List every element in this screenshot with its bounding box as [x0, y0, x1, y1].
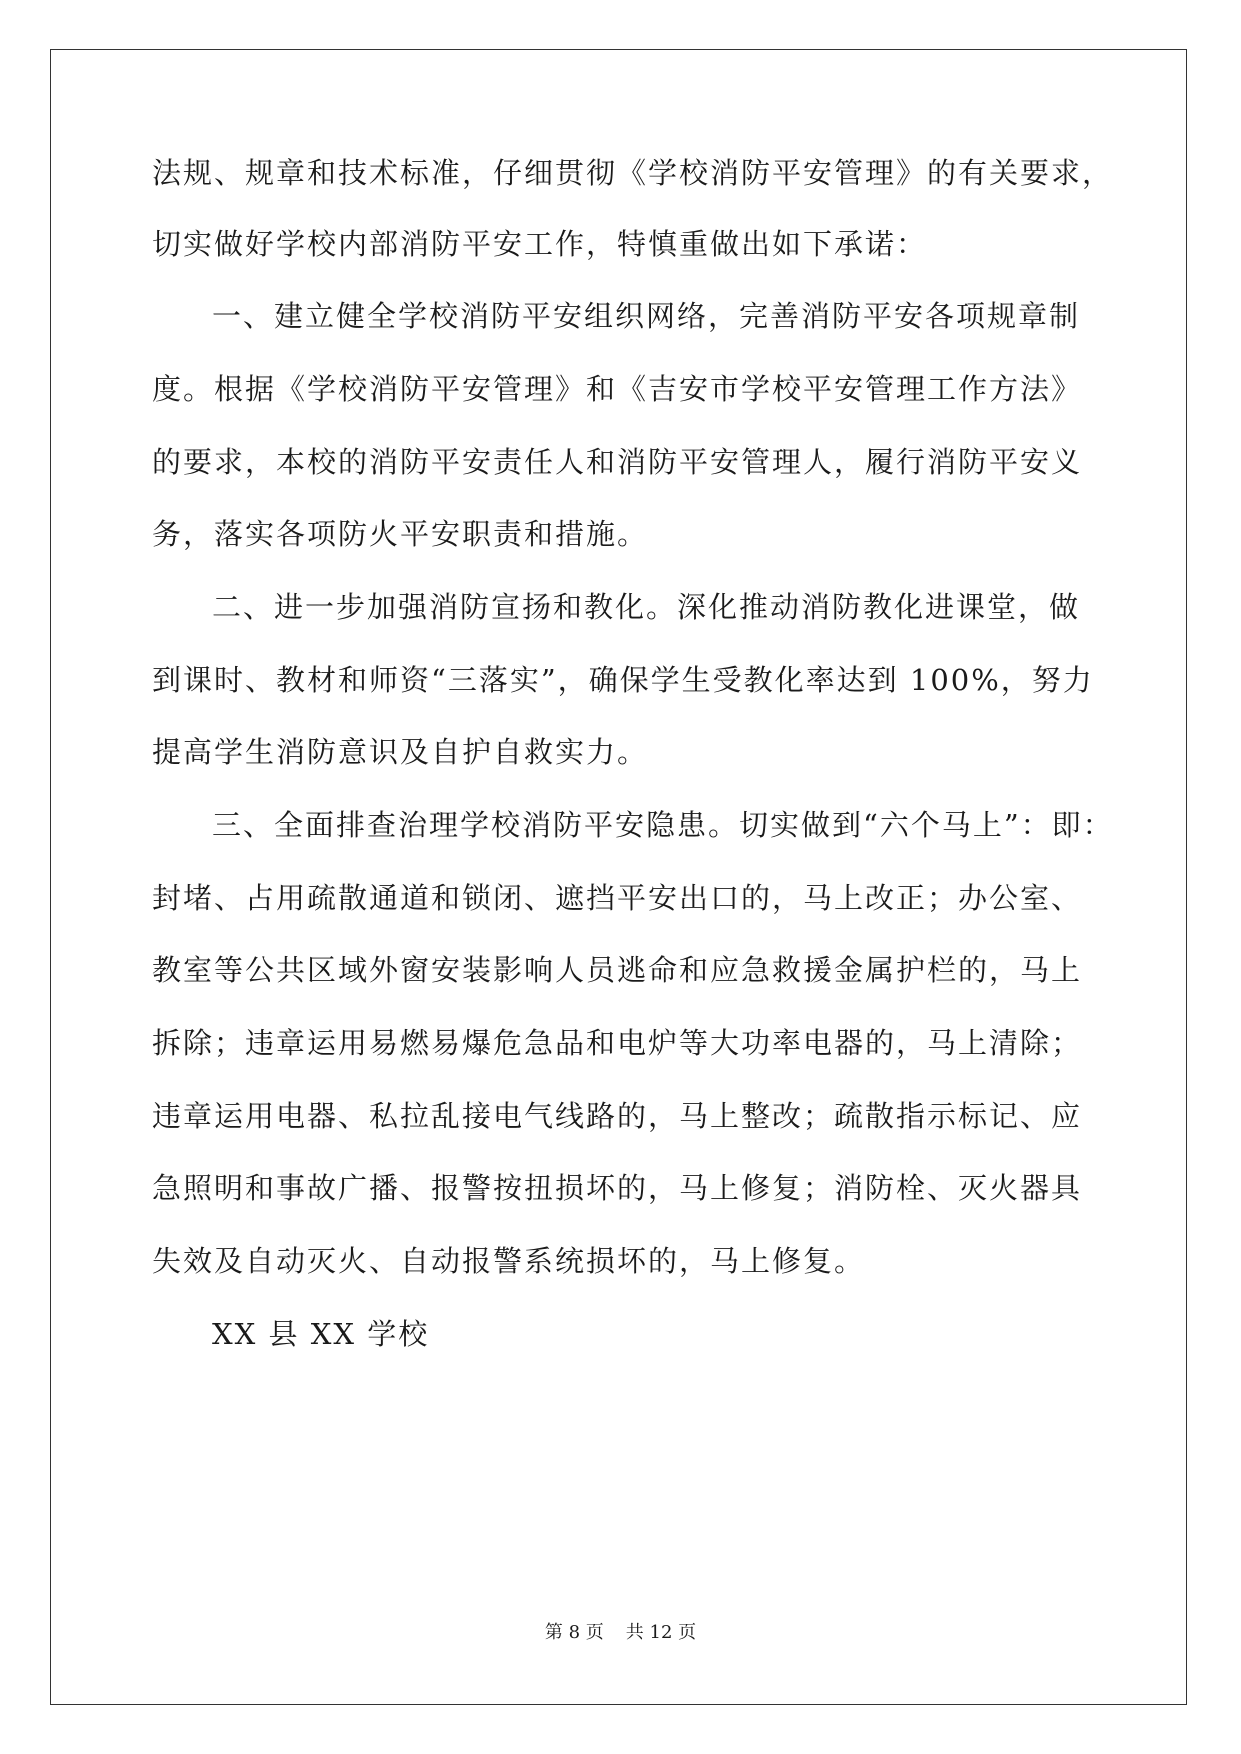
text-line: 提高学生消防意识及自护自救实力。 — [152, 735, 649, 769]
text-line: 切实做好学校内部消防平安工作，特慎重做出如下承诺： — [152, 227, 928, 261]
text-line: 急照明和事故广播、报警按扭损坏的，马上修复；消防栓、灭火器具 — [152, 1171, 1083, 1205]
text-line: 二、进一步加强消防宣扬和教化。深化推动消防教化进课堂，做 — [212, 590, 1081, 624]
text-line: 拆除；违章运用易燃易爆危急品和电炉等大功率电器的，马上清除； — [152, 1026, 1083, 1060]
text-line: 封堵、占用疏散通道和锁闭、遮挡平安出口的，马上改正；办公室、 — [152, 881, 1083, 915]
text-line: 一、建立健全学校消防平安组织网络，完善消防平安各项规章制 — [212, 299, 1081, 333]
text-line: 到课时、教材和师资“三落实”，确保学生受教化率达到 100%，努力 — [152, 663, 1094, 697]
text-line: 教室等公共区域外窗安装影响人员逃命和应急救援金属护栏的，马上 — [152, 953, 1083, 987]
text-line: 法规、规章和技术标准，仔细贯彻《学校消防平安管理》的有关要求， — [152, 156, 1114, 190]
text-line: 违章运用电器、私拉乱接电气线路的，马上整改；疏散指示标记、应 — [152, 1099, 1083, 1133]
page-footer — [0, 1621, 1241, 1645]
page-number: 第 8 页 — [544, 1622, 604, 1643]
text-line: 失效及自动灭火、自动报警系统损坏的，马上修复。 — [152, 1244, 866, 1278]
text-line: 的要求，本校的消防平安责任人和消防平安管理人，履行消防平安义 — [152, 445, 1083, 479]
text-line: 务，落实各项防火平安职责和措施。 — [152, 517, 649, 551]
text-line: 三、全面排查治理学校消防平安隐患。切实做到“六个马上”：即： — [212, 808, 1114, 842]
signature: XX 县 XX 学校 — [212, 1317, 430, 1351]
text-line: 度。根据《学校消防平安管理》和《吉安市学校平安管理工作方法》 — [152, 372, 1083, 406]
page-total: 共 12 页 — [625, 1622, 697, 1643]
